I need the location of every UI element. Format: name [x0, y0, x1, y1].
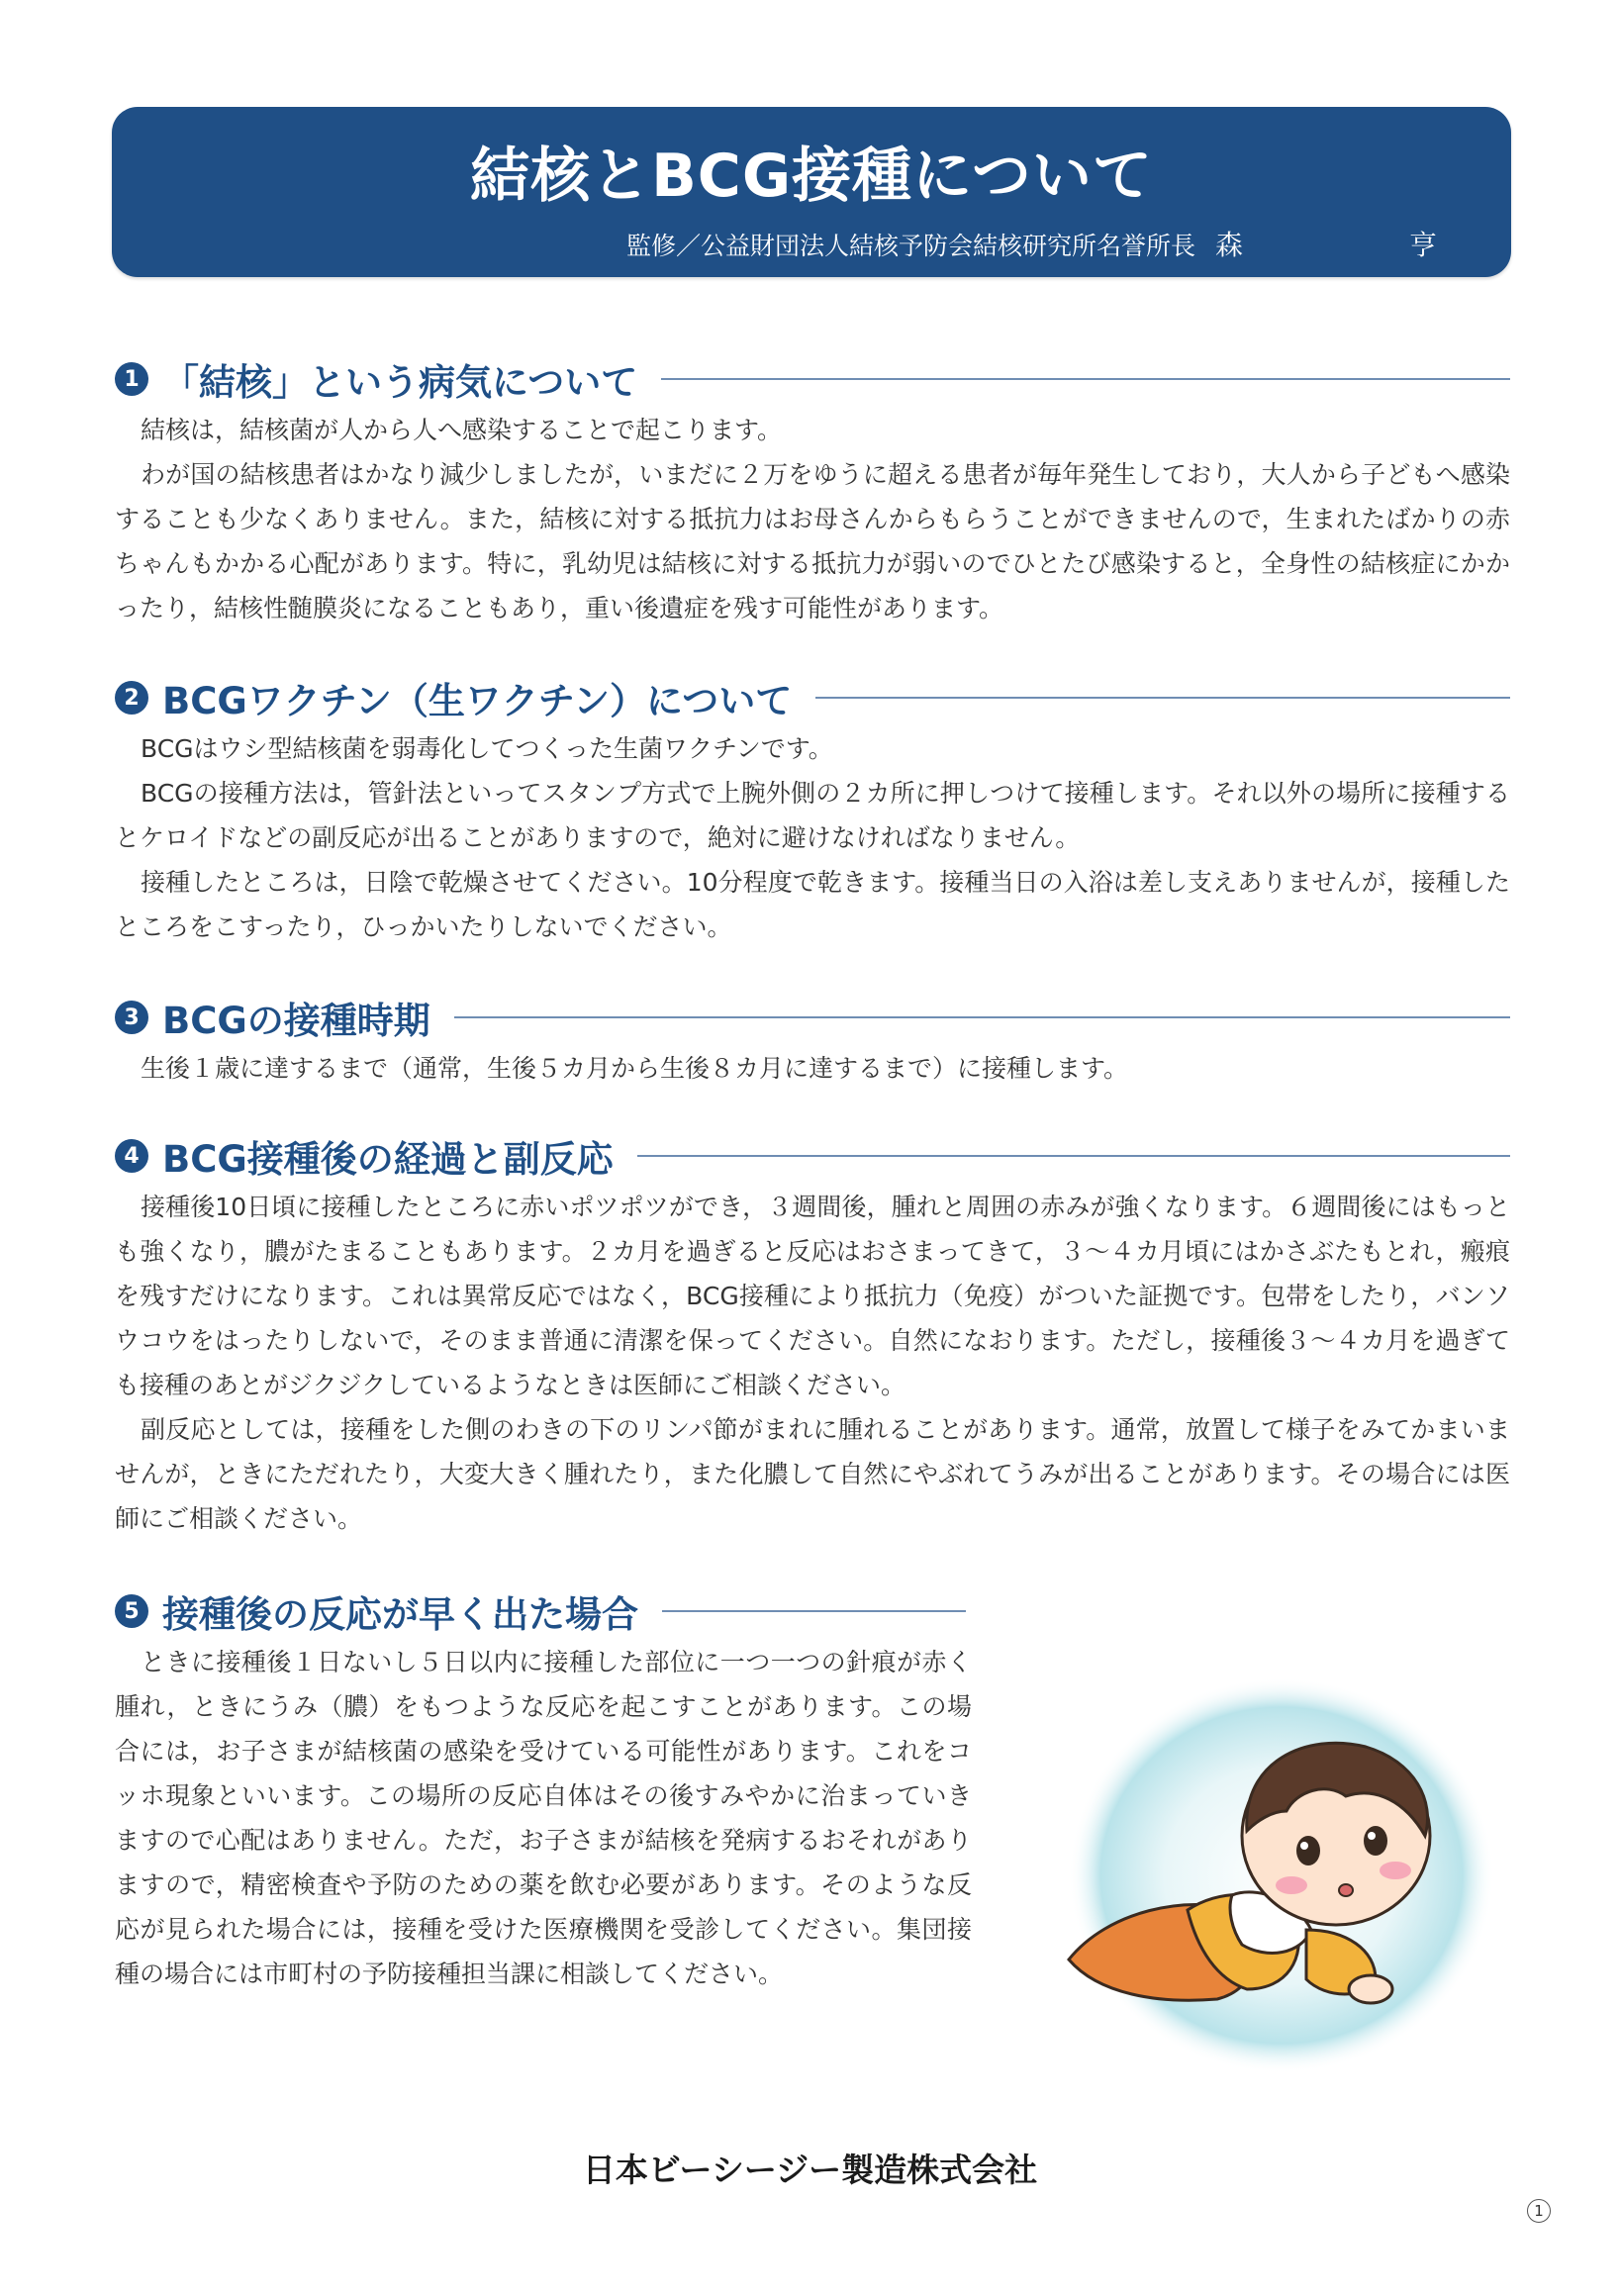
section-5-number: 5	[115, 1594, 148, 1628]
section-3-number: 3	[115, 1001, 148, 1034]
section-1-rule	[661, 378, 1510, 380]
company-name: 日本ビーシージー製造株式会社	[582, 2151, 1038, 2189]
section-3-paragraph-1: 生後１歳に達するまで（通常，生後５カ月から生後８カ月に達するまで）に接種します。	[141, 1054, 1129, 1083]
section-2-rule	[815, 697, 1510, 699]
section-4-paragraph-2: 副反応としては，接種をした側のわきの下のリンパ節がまれに腫れることがあります。通常，放置して様子をみてかまいませんが，ときにただれたり，大変大きく腫れたり，また化膿して自然にやぶれてうみが出ることがあります。その場合には医師にご相談ください。	[115, 1415, 1510, 1533]
section-3-heading	[115, 993, 1510, 1042]
section-1-paragraph-1: 結核は，結核菌が人から人へ感染することで起こります。	[141, 416, 783, 444]
section-2-heading	[115, 673, 1510, 722]
section-1-title: 「結核」という病気について	[162, 361, 638, 404]
section-5-paragraph-1: ときに接種後１日ないし５日以内に接種した部位に一つ一つの針痕が赤く腫れ，ときにうみ（膿）をもつような反応を起こすことがあります。この場合には，お子さまが結核菌の感染を受けている可能性があります。これをコッホ現象といいます。この場所の反応自体はその後すみやかに治まっていきますので心配はありません。ただ，お子さまが結核を発病するおそれがありますので，精密検査や予防のための薬を飲む必要があります。そのような反応が見られた場合には，接種を受けた医療機関を受診してください。集団接種の場合には市町村の予防接種担当課に相談してください。	[115, 1648, 972, 1988]
section-2-paragraph-2: BCGの接種方法は，管針法といってスタンプ方式で上腕外側の２カ所に押しつけて接種します。それ以外の場所に接種するとケロイドなどの副反応が出ることがありますので，絶対に避けなければなりません。	[115, 779, 1510, 852]
section-2-number: 2	[115, 681, 148, 715]
crawling-baby-illustration	[1049, 1663, 1504, 2078]
supervisor-name: 森 亨	[1215, 229, 1507, 261]
supervisor-affiliation: 監修／公益財団法人結核予防会結核研究所名誉所長	[626, 232, 1196, 260]
page-title: 結核とBCG接種について	[470, 142, 1153, 211]
section-2-paragraph-1: BCGはウシ型結核菌を弱毒化してつくった生菌ワクチンです。	[141, 734, 833, 763]
section-5-title: 接種後の反応が早く出た場合	[162, 1593, 638, 1636]
title-banner	[112, 107, 1511, 277]
section-4-paragraph-1: 接種後10日頃に接種したところに赤いポツポツができ，３週間後，腫れと周囲の赤みが強くなります。６週間後にはもっとも強くなり，膿がたまることもあります。２カ月を過ぎると反応はおさまってきて，３〜４カ月頃にはかさぶたもとれ，瘢痕を残すだけになります。これは異常反応ではなく，BCG接種により抵抗力（免疫）がついた証拠です。包帯をしたり，バンソウコウをはったりしないで，そのまま普通に清潔を保ってください。自然になおります。ただし，接種後３〜４カ月を過ぎても接種のあとがジクジクしているようなときは医師にご相談ください。	[115, 1193, 1510, 1399]
section-5-heading	[115, 1586, 966, 1636]
section-1-paragraph-2: わが国の結核患者はかなり減少しましたが，いまだに２万をゆうに超える患者が毎年発生しており，大人から子どもへ感染することも少なくありません。また，結核に対する抵抗力はお母さんからもらうことができませんので，生まれたばかりの赤ちゃんもかかる心配があります。特に，乳幼児は結核に対する抵抗力が弱いのでひとたび感染すると，全身性の結核症にかかったり，結核性髄膜炎になることもあり，重い後遺症を残す可能性があります。	[115, 460, 1510, 622]
section-3-title: BCGの接種時期	[162, 1000, 430, 1042]
section-4-number: 4	[115, 1139, 148, 1173]
page-number: 1	[1527, 2199, 1551, 2223]
section-4-heading	[115, 1131, 1510, 1181]
section-2-title: BCGワクチン（生ワクチン）について	[162, 680, 793, 722]
section-3-rule	[454, 1016, 1510, 1018]
section-1-heading	[115, 354, 1510, 404]
section-1-number: 1	[115, 362, 148, 396]
section-4-rule	[637, 1155, 1510, 1157]
supervisor-credit	[626, 224, 1506, 263]
section-4-title: BCG接種後の経過と副反応	[162, 1138, 614, 1181]
section-5-rule	[662, 1610, 966, 1612]
section-2-paragraph-3: 接種したところは，日陰で乾燥させてください。10分程度で乾きます。接種当日の入浴は差し支えありませんが，接種したところをこすったり，ひっかいたりしないでください。	[115, 868, 1510, 941]
